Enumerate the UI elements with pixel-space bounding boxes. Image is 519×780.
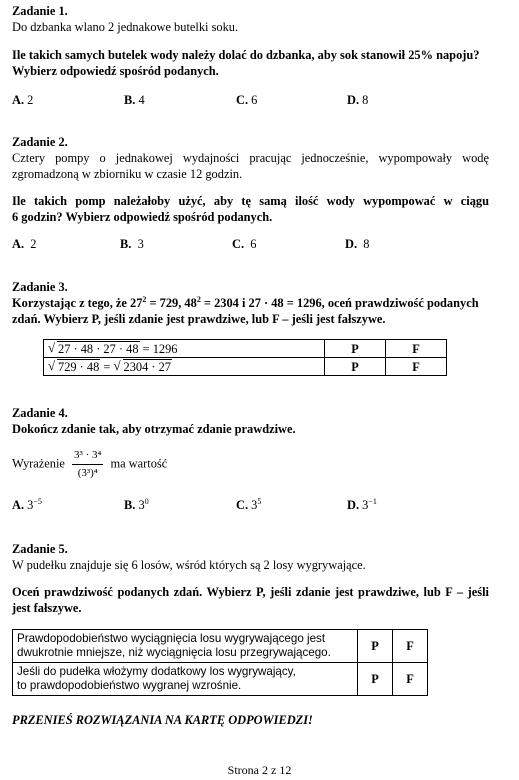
- z1-answer-d[interactable]: D. 8: [347, 93, 369, 107]
- z4-answer-c[interactable]: C. $3^5$: [236, 496, 262, 512]
- z5-statement-1: Prawdopodobieństwo wyciągnięcia losu wygrywającego jest dwukrotnie mniejsze, niż wyciągnięcia losu przegrywającego.: [13, 630, 358, 663]
- z2-answer-c[interactable]: C. 6: [232, 237, 257, 251]
- page-number: Strona 2 z 12: [227, 763, 292, 777]
- z4-title: Zadanie 4.: [12, 406, 68, 420]
- table-row: [44, 358, 447, 376]
- z5-row2-p-option[interactable]: P: [358, 663, 393, 696]
- z4-answer-a[interactable]: A. $3^{-5}$: [12, 496, 42, 512]
- z1-answer-a[interactable]: A. 2: [12, 93, 34, 107]
- z1-title: Zadanie 1.: [12, 4, 68, 18]
- table-row: [13, 663, 428, 696]
- z3-title: Zadanie 3.: [12, 280, 68, 294]
- z4-fraction-denominator: (3³)⁴: [77, 467, 98, 479]
- z3-question-line2: zdań. Wybierz P, jeśli zdanie jest prawdziwe, lub F – jeśli jest fałszywe.: [12, 312, 386, 326]
- z2-intro-line2: zgromadzoną w zbiorniku w czasie 12 godzin.: [12, 167, 243, 181]
- transfer-answers-note: PRZENIEŚ ROZWIĄZANIA NA KARTĘ ODPOWIEDZI!: [12, 713, 313, 727]
- z3-row2-f-option[interactable]: F: [386, 358, 447, 376]
- z5-row2-f-option[interactable]: F: [393, 663, 428, 696]
- z5-truth-table: [12, 629, 428, 696]
- z5-intro: W pudełku znajduje się 6 losów, wśród których są 2 losy wygrywające.: [12, 558, 366, 572]
- z1-intro: Do dzbanka wlano 2 jednakowe butelki soku.: [12, 20, 239, 34]
- z2-question-line2: 6 godzin? Wybierz odpowiedź spośród podanych.: [12, 210, 273, 224]
- z2-question-line1: Ile takich pomp należałoby użyć, aby tę samą ilość wody wypompować w ciągu: [12, 194, 489, 208]
- z5-row1-f-option[interactable]: F: [393, 630, 428, 663]
- z3-row1-f-option[interactable]: F: [386, 340, 447, 358]
- z2-answer-d[interactable]: D. 8: [345, 237, 370, 251]
- z2-answer-b[interactable]: B. 3: [120, 237, 144, 251]
- z5-question-line2: jest fałszywe.: [12, 601, 82, 615]
- z5-question-line1: Oceń prawdziwość podanych zdań. Wybierz P, jeśli zdanie jest prawdziwe, lub F – jeśli: [12, 585, 489, 599]
- z1-answer-b[interactable]: B. 4: [124, 93, 145, 107]
- z3-truth-table: [43, 339, 447, 376]
- z3-row2-p-option[interactable]: P: [325, 358, 386, 376]
- z3-statement-2: √ 729 · 48 = √ 2304 · 27: [44, 358, 325, 376]
- z3-row1-p-option[interactable]: P: [325, 340, 386, 358]
- table-row: [44, 340, 447, 358]
- z2-title: Zadanie 2.: [12, 135, 68, 149]
- table-row: [13, 630, 428, 663]
- z3-question-line1: Korzystając z tego, że $27^2 = 729$, $48^2 = 2304$ i 27 · 48 = 1296, oceń prawdziwość podanych: [12, 294, 479, 310]
- z3-statement-1: √ 27 · 48 · 27 · 48 = 1296: [44, 340, 325, 358]
- z4-expression: Wyrażenie $\frac{\text{3³ · 3⁴}}{\text{(3³)⁴}}$ ma wartość: [12, 449, 168, 479]
- z2-answer-a[interactable]: A. 2: [12, 237, 37, 251]
- z4-fraction-numerator: 3³ · 3⁴: [72, 449, 103, 465]
- z2-intro-line1: Cztery pompy o jednakowej wydajności pracując jednocześnie, wypompowały wodę: [12, 151, 489, 165]
- z1-question-line2: Wybierz odpowiedź spośród podanych.: [12, 64, 219, 78]
- z1-question-line1: Ile takich samych butelek wody należy dolać do dzbanka, aby sok stanowił 25% napoju?: [12, 48, 480, 62]
- z5-title: Zadanie 5.: [12, 542, 68, 556]
- z4-answer-d[interactable]: D. $3^{-1}$: [347, 496, 377, 512]
- z4-answer-b[interactable]: B. $3^0$: [124, 496, 149, 512]
- z5-statement-2: Jeśli do pudełka włożymy dodatkowy los wygrywający, to prawdopodobieństwo wygranej wzrośnie.: [13, 663, 358, 696]
- z5-row1-p-option[interactable]: P: [358, 630, 393, 663]
- z1-answer-c[interactable]: C. 6: [236, 93, 258, 107]
- z4-question: Dokończ zdanie tak, aby otrzymać zdanie prawdziwe.: [12, 422, 296, 436]
